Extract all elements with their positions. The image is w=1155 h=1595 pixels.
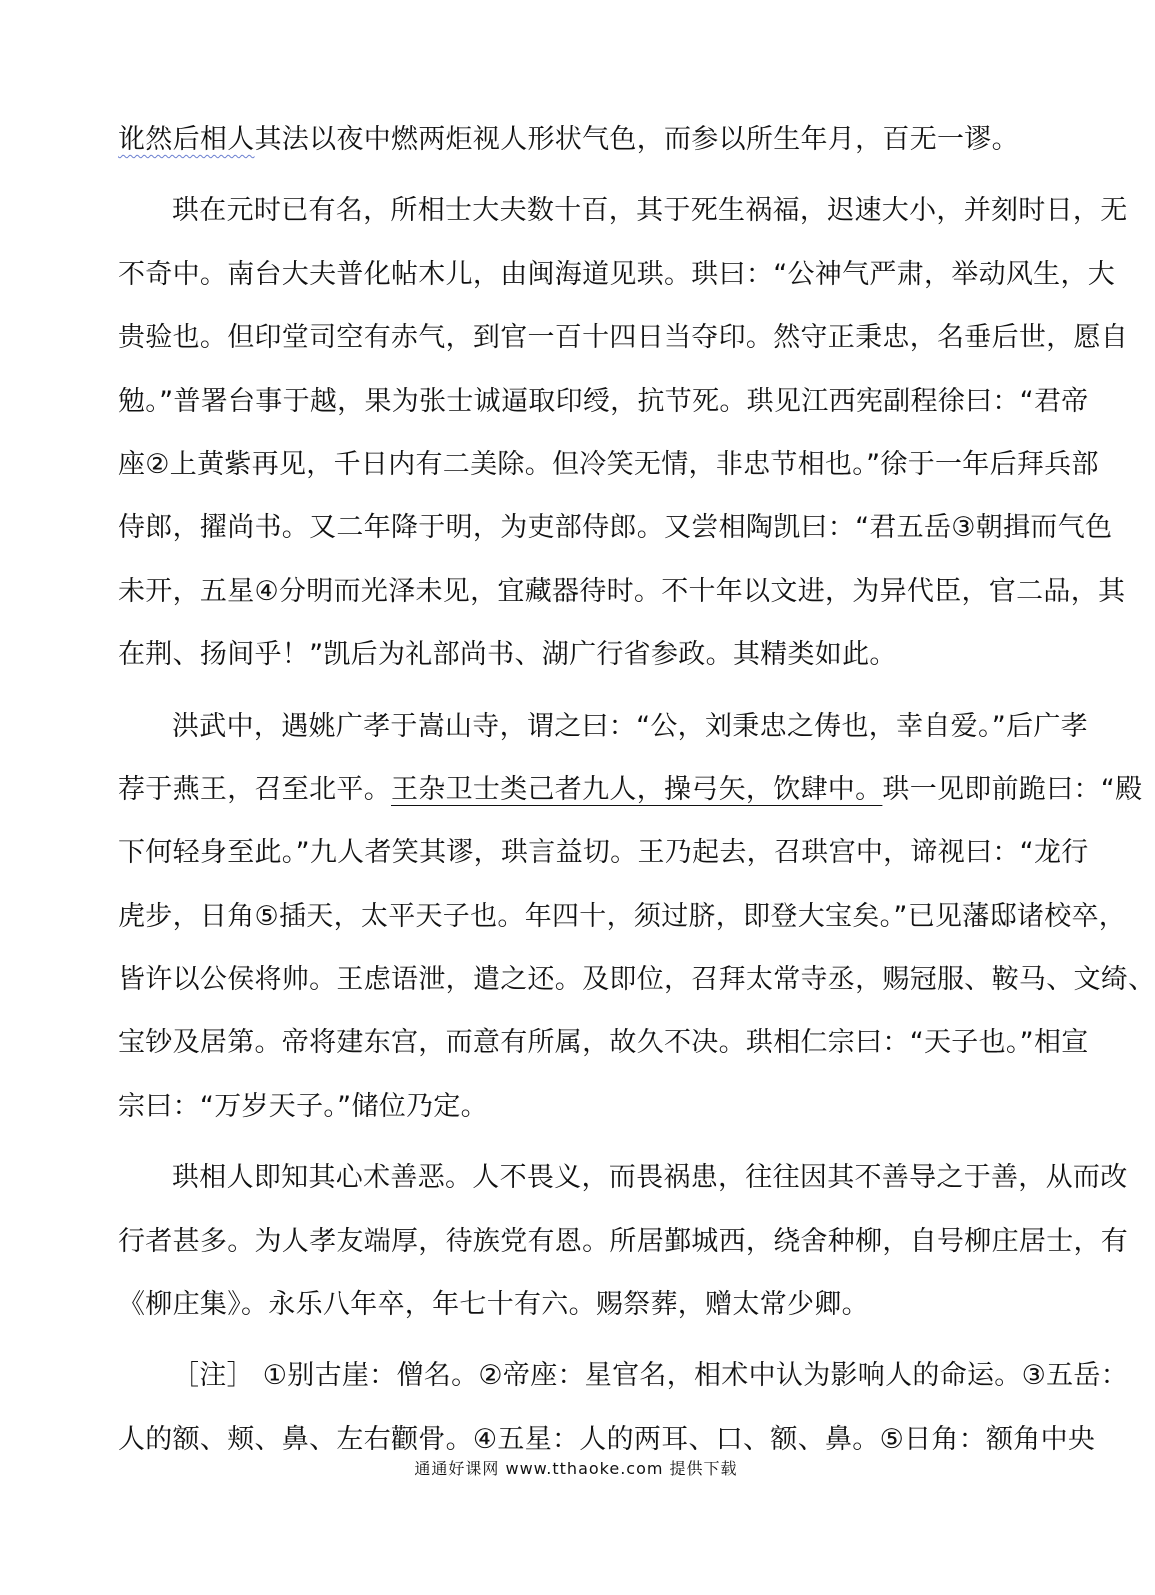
text-segment: 其法以夜中燃两炬视人形状气色，而参以所生年月，百无一谬。 [254,124,1019,155]
text-line: 在荆、扬间乎！”凯后为礼部尚书、湖广行省参政。其精类如此。 [118,639,897,671]
text-line: 宝钞及居第。帝将建东宫，而意有所属，故久不决。珙相仁宗曰：“天子也。”相宣 [118,1027,1089,1059]
text-line: 行者甚多。为人孝友端厚，待族党有恩。所居鄞城西，绕舍种柳，自号柳庄居士，有 [118,1225,1129,1257]
text-line: 未开，五星④分明而光泽未见，宜藏器待时。不十年以文进，为异代臣，官二品，其 [118,575,1126,607]
notes-line: ［注］ ①别古崖：僧名。②帝座：星官名，相术中认为影响人的命运。③五岳： [172,1360,1128,1392]
text-line: 宗曰：“万岁天子。”储位乃定。 [118,1090,488,1122]
page-footer: 通通好课网 www.tthaoke.com 提供下载 [414,1459,738,1478]
text-line: 《柳庄集》。永乐八年卒，年七十有六。赐祭葬，赠太常少卿。 [118,1289,869,1321]
paragraph-first-line: 珙在元时已有名，所相士大夫数十百，其于死生祸福，迟速大小，并刻时日，无 [172,195,1128,227]
text-line [118,758,1143,821]
notes-line: 人的额、颊、鼻、左右颧骨。④五星：人的两耳、口、额、鼻。⑤日角：额角中央 [118,1423,1096,1455]
text-line: 侍郎，擢尚书。又二年降于明，为吏部侍郎。又尝相陶凯曰：“君五岳③朝揖而气色 [118,512,1113,544]
spellcheck-underlined-text: 讹然后相人 [118,124,255,155]
text-segment: 荐于燕王，召至北平。 [118,773,391,805]
text-line: 虎步，日角⑤插天，太平天子也。年四十，须过脐，即登大宝矣。”已见藩邸诸校卒， [118,900,1127,932]
text-line: 不奇中。南台大夫普化帖木儿，由闽海道见珙。珙曰：“公神气严肃，举动风生，大 [118,258,1116,290]
paragraph-first-line: 珙相人即知其心术善恶。人不畏义，而畏祸患，往往因其不善导之于善，从而改 [172,1162,1128,1194]
text-segment: 珙一见即前跪曰：“殿 [882,773,1143,805]
paragraph-first-line: 洪武中，遇姚广孝于嵩山寺，谓之曰：“公，刘秉忠之俦也，幸自爱。”后广孝 [172,710,1088,742]
text-line: 皆许以公侯将帅。王虑语泄，遣之还。及即位，召拜太常寺丞，赐冠服、鞍马、文绮、 [118,964,1155,996]
text-line: 座②上黄紫再见，千日内有二美除。但冷笑无情，非忠节相也。”徐于一年后拜兵部 [118,448,1099,480]
body-text [118,108,1155,1471]
text-line [118,108,1022,171]
text-line: 下何轻身至此。”九人者笑其谬，珙言益切。王乃起去，召珙宫中，谛视曰：“龙行 [118,837,1089,869]
text-line: 贵验也。但印堂司空有赤气，到官一百十四日当夺印。然守正秉忠，名垂后世，愿自 [118,322,1129,354]
underlined-sentence: 王杂卫士类己者九人，操弓矢，饮肆中。 [391,773,883,805]
text-line: 勉。”普署台事于越，果为张士诚逼取印绶，抗节死。珙见江西宪副程徐曰：“君帝 [118,385,1089,417]
